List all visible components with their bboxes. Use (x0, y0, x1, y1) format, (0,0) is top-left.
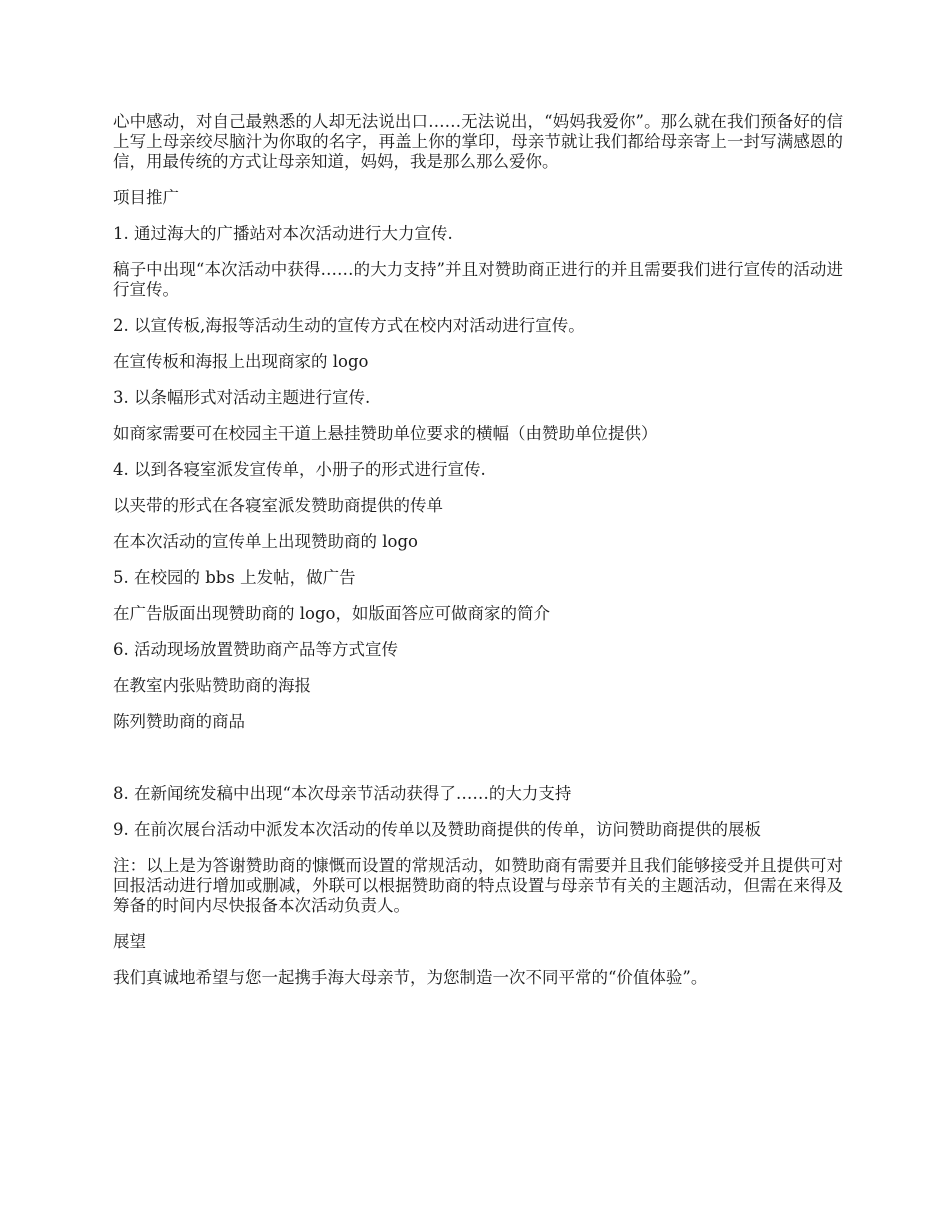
item-6-heading: 6. 活动现场放置赞助商产品等方式宣传 (113, 640, 398, 659)
intro-paragraph: 心中感动，对自己最熟悉的人却无法说出口……无法说出，“妈妈我爱你”。那么就在我们预备好的信上写上母亲绞尽脑汁为你取的名字，再盖上你的掌印，母亲节就让我们都给母亲寄上一封写满感恩的信，用最传统的方式让母亲知道，妈妈，我是那么那么爱你。 (113, 112, 843, 171)
note-paragraph: 注：以上是为答谢赞助商的慷慨而设置的常规活动，如赞助商有需要并且我们能够接受并且提供可对回报活动进行增加或删减，外联可以根据赞助商的特点设置与母亲节有关的主题活动，但需在来得及筹备的时间内尽快报备本次活动负责人。 (113, 856, 843, 915)
blank-gap (113, 748, 843, 784)
item-2-heading: 2. 以宣传板,海报等活动生动的宣传方式在校内对活动进行宣传。 (113, 316, 585, 335)
item-4-detail-2: 在本次活动的宣传单上出现赞助商的 logo (113, 532, 418, 551)
item-8-heading: 8. 在新闻统发稿中出现“本次母亲节活动获得了……的大力支持 (113, 784, 572, 803)
item-4-heading: 4. 以到各寝室派发宣传单，小册子的形式进行宣传. (113, 460, 486, 479)
item-5-detail: 在广告版面出现赞助商的 logo，如版面答应可做商家的简介 (113, 604, 550, 623)
item-5-heading: 5. 在校园的 bbs 上发帖，做广告 (113, 568, 356, 587)
document-page (113, 112, 843, 1004)
item-1-heading: 1. 通过海大的广播站对本次活动进行大力宣传. (113, 224, 453, 243)
section-heading-promotion: 项目推广 (113, 188, 179, 207)
closing-paragraph: 我们真诚地希望与您一起携手海大母亲节，为您制造一次不同平常的“价值体验”。 (113, 968, 708, 987)
item-2-detail: 在宣传板和海报上出现商家的 logo (113, 352, 369, 371)
item-1-detail: 稿子中出现“本次活动中获得……的大力支持”并且对赞助商正进行的并且需要我们进行宣传的活动进行宣传。 (113, 260, 843, 299)
item-6-detail-1: 在教室内张贴赞助商的海报 (113, 676, 311, 695)
item-3-heading: 3. 以条幅形式对活动主题进行宣传. (113, 388, 371, 407)
item-9-heading: 9. 在前次展台活动中派发本次活动的传单以及赞助商提供的传单，访问赞助商提供的展板 (113, 820, 761, 839)
section-heading-outlook: 展望 (113, 932, 146, 951)
item-3-detail: 如商家需要可在校园主干道上悬挂赞助单位要求的横幅（由赞助单位提供） (113, 424, 658, 443)
item-6-detail-2: 陈列赞助商的商品 (113, 712, 245, 731)
item-4-detail-1: 以夹带的形式在各寝室派发赞助商提供的传单 (113, 496, 443, 515)
